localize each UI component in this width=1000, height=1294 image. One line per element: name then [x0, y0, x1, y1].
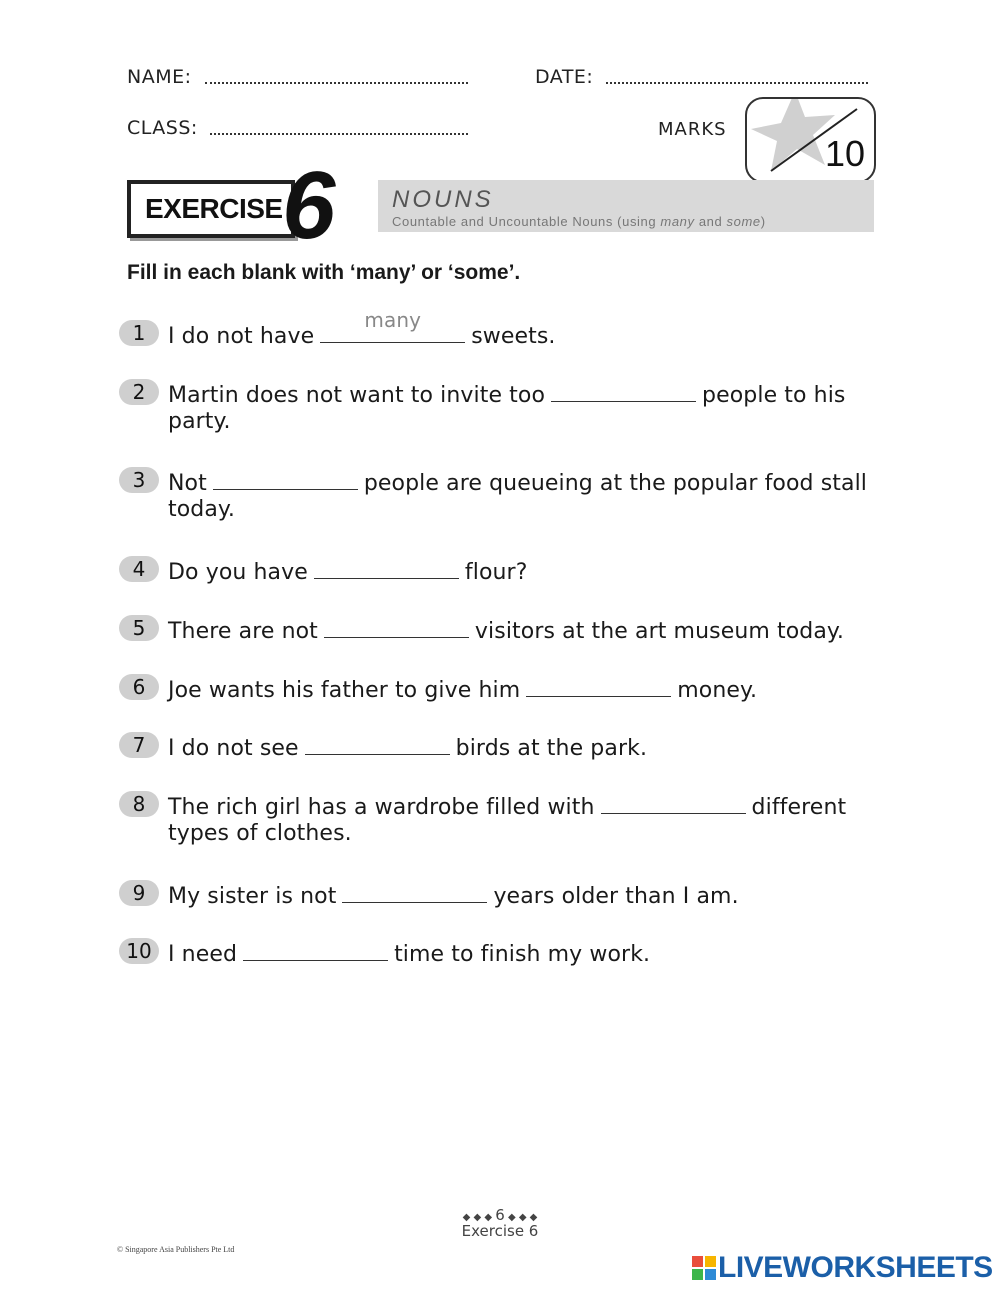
marks-label: MARKS [658, 119, 727, 140]
date-label: DATE: [535, 66, 594, 88]
question-3: Not people are queueing at the popular food stall [168, 467, 867, 496]
question-2-continued: party. [168, 409, 231, 434]
answer-blank-2[interactable] [551, 379, 696, 402]
question-number: 5 [119, 615, 159, 641]
liveworksheets-logo-icon [692, 1256, 716, 1280]
exercise-number: 6 [282, 152, 336, 259]
class-label: CLASS: [127, 117, 198, 139]
answer-blank-3[interactable] [213, 467, 358, 490]
answer-blank-7[interactable] [305, 732, 450, 755]
answer-blank-1[interactable] [320, 308, 465, 343]
question-5: There are not visitors at the art museum today. [168, 615, 844, 644]
question-number: 10 [119, 938, 159, 964]
answer-blank-9[interactable] [342, 880, 487, 903]
copyright: © Singapore Asia Publishers Pte Ltd [117, 1245, 235, 1254]
exercise-word: EXERCISE [145, 193, 283, 224]
question-8: The rich girl has a wardrobe filled with different [168, 791, 846, 820]
question-9: My sister is not years older than I am. [168, 880, 739, 909]
question-number: 7 [119, 732, 159, 758]
answer-blank-4[interactable] [314, 556, 459, 579]
marks-total: 10 [825, 133, 866, 174]
answer-blank-10[interactable] [243, 938, 388, 961]
question-3-continued: today. [168, 497, 236, 522]
question-number: 6 [119, 674, 159, 700]
page-label: Exercise 6 [461, 1222, 539, 1240]
topic-band [378, 180, 874, 232]
question-4: Do you have flour? [168, 556, 527, 585]
instruction: Fill in each blank with ‘many’ or ‘some’. [127, 261, 521, 284]
question-7: I do not see birds at the park. [168, 732, 647, 761]
question-2: Martin does not want to invite too people to his [168, 379, 846, 408]
question-1: I do not have many sweets. [168, 308, 556, 349]
name-field[interactable] [205, 82, 468, 84]
question-6: Joe wants his father to give him money. [168, 674, 757, 703]
class-field[interactable] [210, 133, 468, 135]
question-8-continued: types of clothes. [168, 821, 352, 846]
question-number: 3 [119, 467, 159, 493]
date-field[interactable] [606, 82, 868, 84]
marks-box [745, 97, 876, 183]
answer-1: many [364, 308, 422, 332]
question-10: I need time to finish my work. [168, 938, 650, 967]
name-label: NAME: [127, 66, 192, 88]
answer-blank-6[interactable] [526, 674, 671, 697]
question-number: 2 [119, 379, 159, 405]
answer-blank-5[interactable] [324, 615, 469, 638]
liveworksheets-logo[interactable]: LIVEWORKSHEETS [718, 1251, 993, 1284]
page-number: ◆ ◆ ◆ 6 ◆ ◆ ◆ [462, 1206, 538, 1224]
exercise-badge [127, 180, 295, 238]
question-number: 4 [119, 556, 159, 582]
question-number: 1 [119, 320, 159, 346]
topic-subtitle: Countable and Uncountable Nouns (using many and some) [392, 214, 766, 229]
question-number: 9 [119, 880, 159, 906]
question-number: 8 [119, 791, 159, 817]
topic-title: NOUNS [392, 186, 494, 213]
answer-blank-8[interactable] [601, 791, 746, 814]
